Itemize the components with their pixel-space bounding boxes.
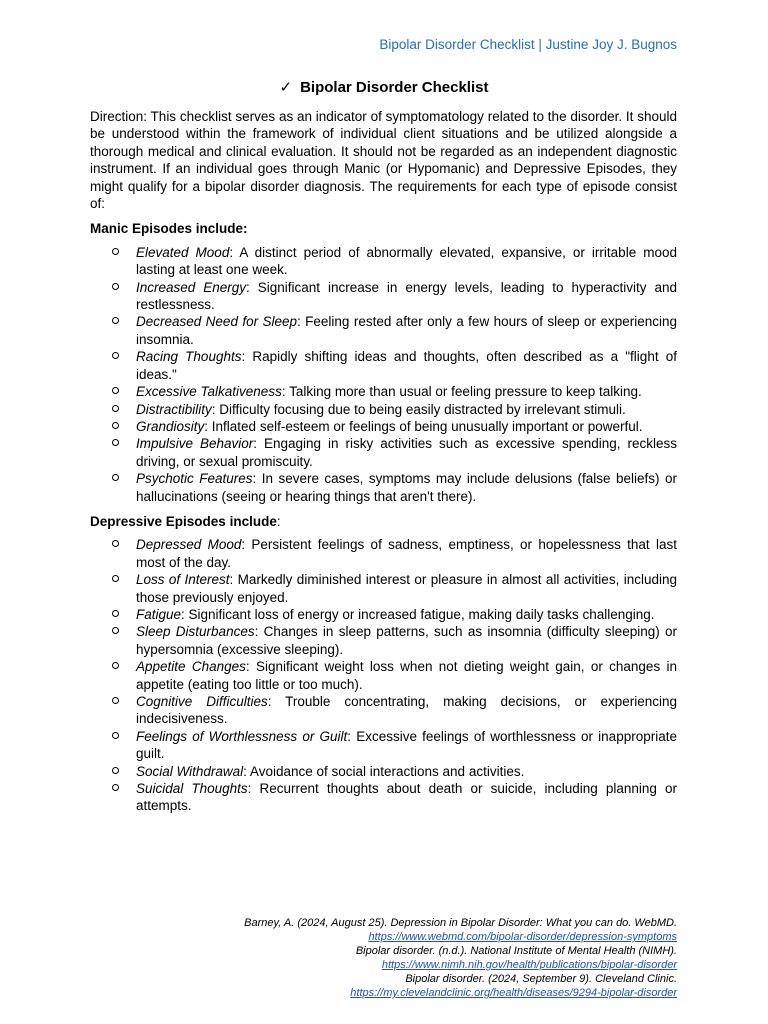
symptom-term: Loss of Interest [136,572,230,588]
depressive-heading-colon: : [276,513,281,529]
list-item [90,348,677,383]
manic-list [90,244,677,505]
list-item [90,536,677,571]
symptom-term: Feelings of Worthlessness or Guilt [136,728,348,744]
circle-bullet-icon [112,387,119,394]
title-text: Bipolar Disorder Checklist [300,79,489,96]
symptom-description: : Persistent feelings of sadness, emptiness, or hopelessness that last most of the day. [136,537,677,570]
symptom-description: : Avoidance of social interactions and activities. [243,763,525,779]
symptom-description: : Recurrent thoughts about death or suicide, including planning or attempts. [136,781,677,814]
reference-link[interactable]: https://www.nimh.nih.gov/health/publications/bipolar-disorder [381,959,677,971]
circle-bullet-icon [112,662,119,669]
depressive-heading-text: Depressive Episodes include [90,513,277,529]
reference-link-row [244,958,677,972]
checkmark-icon: ✓ [279,79,293,96]
list-item [90,401,677,418]
symptom-term: Appetite Changes [136,659,246,675]
list-item [90,606,677,623]
symptom-description: : Engaging in risky activities such as excessive spending, reckless driving, or sexual promiscuity. [136,436,677,469]
list-item [90,435,677,470]
reference-link-row [244,930,677,944]
list-item [90,418,677,435]
symptom-description: : Difficulty focusing due to being easily distracted by irrelevant stimuli. [211,401,626,417]
circle-bullet-icon [112,439,119,446]
list-item [90,244,677,279]
circle-bullet-icon [112,784,119,791]
circle-bullet-icon [112,575,119,582]
reference-link[interactable]: https://my.clevelandclinic.org/health/diseases/9294-bipolar-disorder [350,987,677,999]
circle-bullet-icon [112,610,119,617]
symptom-description: : In severe cases, symptoms may include delusions (false beliefs) or hallucinations (seeing or hearing things that aren't there). [136,471,678,504]
symptom-term: Increased Energy [136,279,247,295]
symptom-term: Elevated Mood [136,244,230,260]
symptom-term: Racing Thoughts [136,349,242,365]
document-body [90,108,677,815]
symptom-term: Social Withdrawal [136,763,244,779]
circle-bullet-icon [112,474,119,481]
list-item [90,279,677,314]
circle-bullet-icon [112,540,119,547]
symptom-description: : Significant loss of energy or increased fatigue, making daily tasks challenging. [181,606,655,622]
symptom-description: : A distinct period of abnormally elevated, expansive, or irritable mood lasting at least one week. [136,244,677,278]
references [244,916,677,1000]
list-item [90,470,677,505]
circle-bullet-icon [112,767,119,774]
manic-heading: Manic Episodes include: [90,221,248,237]
symptom-description: : Significant weight loss when not dieting weight gain, or changes in appetite (eating too little or too much). [136,659,678,692]
circle-bullet-icon [112,732,119,739]
symptom-term: Fatigue [136,606,182,622]
circle-bullet-icon [112,283,119,290]
symptom-term: Psychotic Features [136,471,253,487]
list-item [90,728,677,763]
symptom-description: : Trouble concentrating, making decisions, or experiencing indecisiveness. [136,694,677,727]
circle-bullet-icon [112,627,119,634]
reference-citation: Barney, A. (2024, August 25). Depression in Bipolar Disorder: What you can do. WebMD. [244,917,677,929]
depressive-heading [90,513,677,530]
page-title [0,78,768,96]
symptom-term: Distractibility [136,401,212,417]
symptom-term: Sleep Disturbances [136,624,255,640]
symptom-term: Impulsive Behavior [136,436,254,452]
reference-link-row [244,986,677,1000]
reference-citation: Bipolar disorder. (2024, September 9). Cleveland Clinic. [405,973,677,985]
circle-bullet-icon [112,697,119,704]
symptom-term: Cognitive Difficulties [136,694,268,709]
circle-bullet-icon [112,317,119,324]
circle-bullet-icon [112,405,119,412]
list-item [90,693,677,728]
list-item [90,780,677,815]
symptom-description: : Inflated self-esteem or feelings of being unusually important or powerful. [204,418,643,434]
list-item [90,658,677,693]
depressive-list [90,536,677,815]
symptom-description: : Talking more than usual or feeling pressure to keep talking. [281,384,642,400]
reference-citation: Bipolar disorder. (n.d.). National Institute of Mental Health (NIMH). [355,945,677,957]
list-item [90,623,677,658]
list-item [90,763,677,780]
symptom-term: Grandiosity [136,418,205,434]
symptom-description: : Significant increase in energy levels, leading to hyperactivity and restlessness. [136,279,677,313]
list-item [90,383,677,400]
list-item [90,571,677,606]
symptom-description: : Rapidly shifting ideas and thoughts, often described as a "flight of ideas." [136,349,677,382]
symptom-description: : Excessive feelings of worthlessness or inappropriate guilt. [136,728,677,762]
symptom-term: Decreased Need for Sleep [136,314,298,330]
symptom-description: : Changes in sleep patterns, such as insomnia (difficulty sleeping) or hypersomnia (excessive sleeping). [136,624,677,657]
symptom-term: Suicidal Thoughts [136,781,248,797]
symptom-description: : Feeling rested after only a few hours of sleep or experiencing insomnia. [136,314,677,347]
symptom-description: : Markedly diminished interest or pleasure in almost all activities, including those previously enjoyed. [136,572,677,605]
reference-link[interactable]: https://www.webmd.com/bipolar-disorder/depression-symptoms [368,931,677,943]
list-item [90,313,677,348]
direction-paragraph: Direction: This checklist serves as an indicator of symptomatology related to the disorder. It should be understood within the framework of individual client situations and be utilized alongside a thorough medical and clinical evaluation. It should not be regarded as an independent diagnostic instrument. If an individual goes through Manic (or Hypomanic) and Depressive Episodes, they might qualify for a bipolar disorder diagnosis. The requirements for each type of episode consist of: [90,109,677,212]
symptom-term: Depressed Mood [136,537,242,553]
circle-bullet-icon [112,248,119,255]
circle-bullet-icon [112,422,119,429]
symptom-term: Excessive Talkativeness [136,384,282,400]
circle-bullet-icon [112,352,119,359]
page-header: Bipolar Disorder Checklist | Justine Joy J. Bugnos [379,37,677,52]
